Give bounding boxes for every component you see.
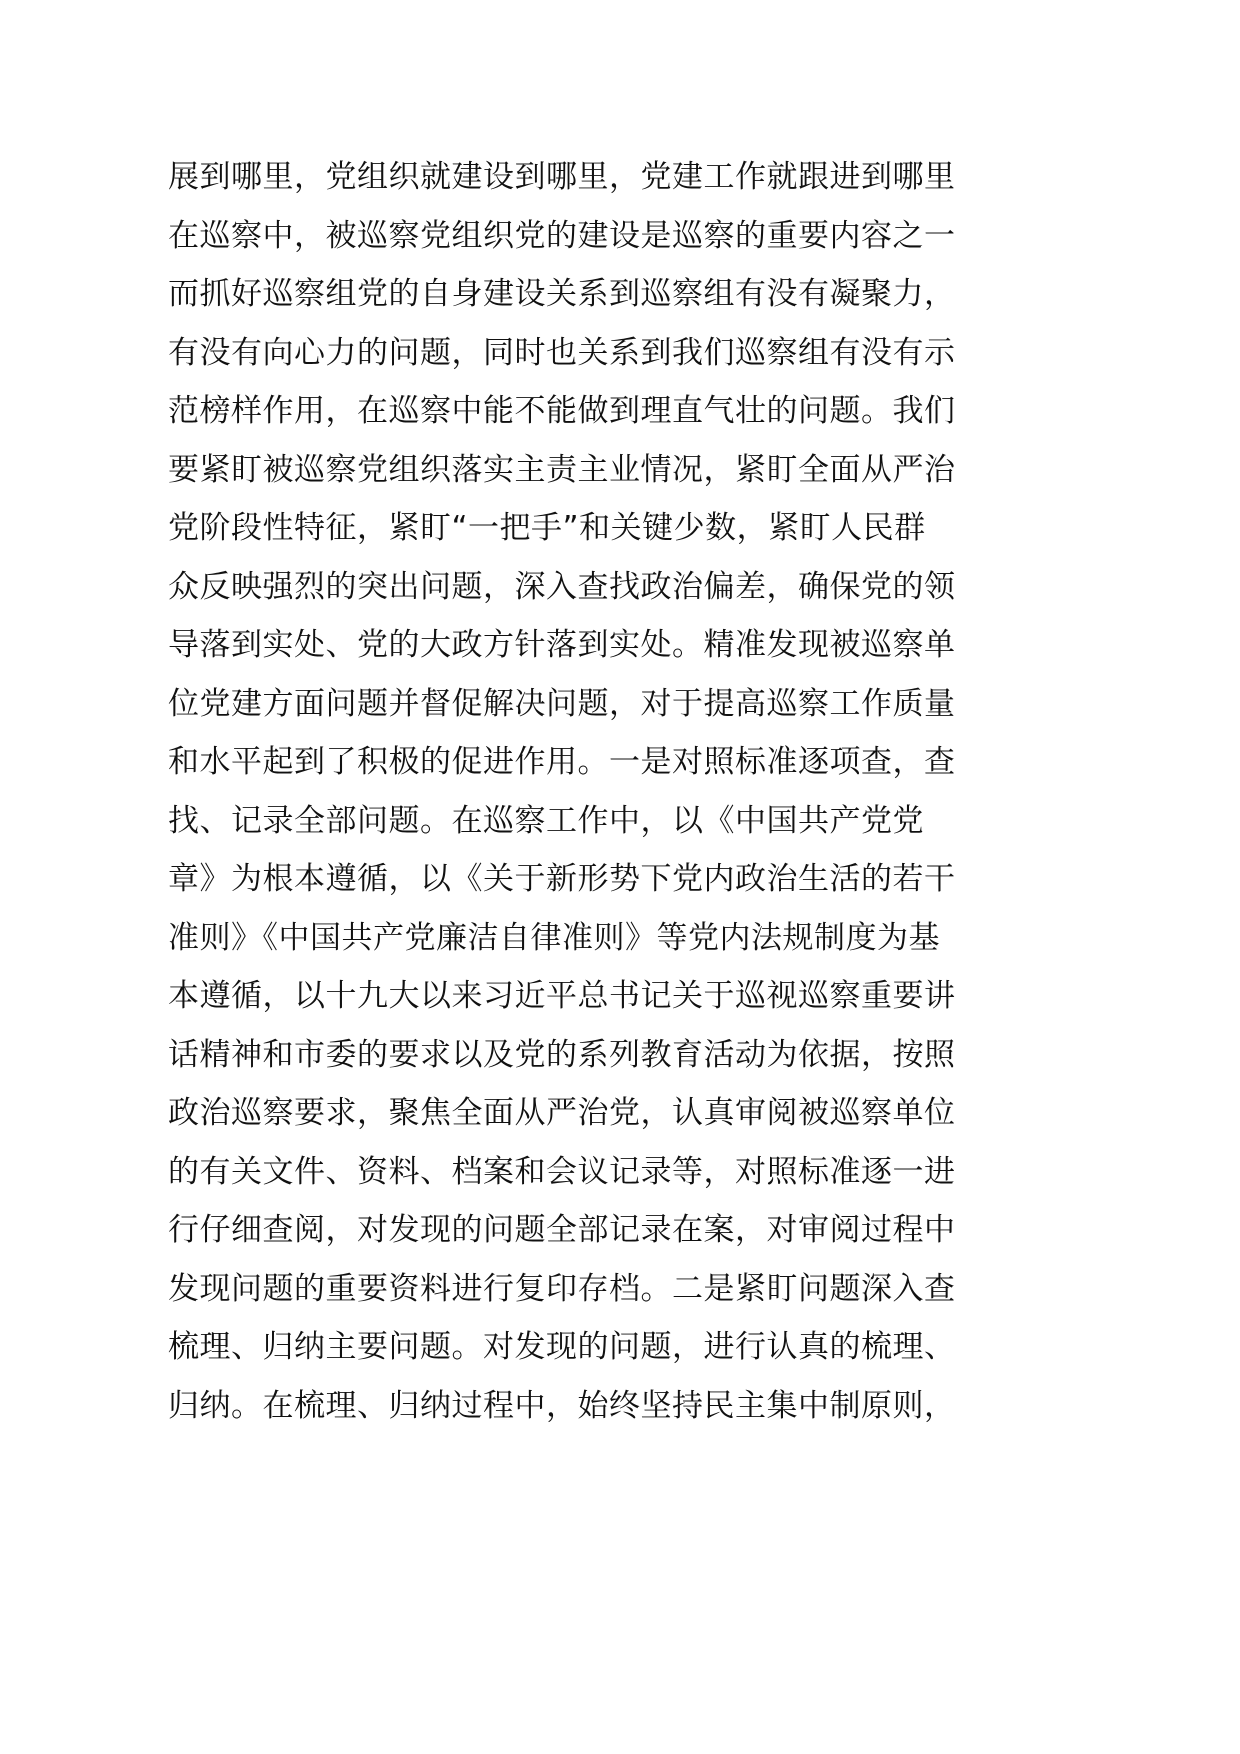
text-line: 找、记录全部问题。在巡察工作中，以《中国共产党党: [168, 802, 924, 839]
text-line: 范榜样作用，在巡察中能不能做到理直气壮的问题。我们: [168, 393, 956, 429]
text-line: 的有关文件、资料、档案和会议记录等，对照标准逐一进: [168, 1153, 956, 1190]
text-line: 位党建方面问题并督促解决问题，对于提高巡察工作质量: [168, 685, 956, 722]
text-line: 展到哪里，党组织就建设到哪里，党建工作就跟进到哪里: [168, 159, 956, 195]
text-line: 而抓好巡察组党的自身建设关系到巡察组有没有凝聚力，: [168, 276, 956, 312]
text-line: 党阶段性特征，紧盯“一把手”和关键少数，紧盯人民群: [168, 510, 926, 546]
text-line: 梳理、归纳主要问题。对发现的问题，进行认真的梳理、: [168, 1329, 956, 1365]
text-line: 行仔细查阅，对发现的问题全部记录在案，对审阅过程中: [168, 1212, 956, 1248]
text-line: 归纳。在梳理、归纳过程中，始终坚持民主集中制原则，: [168, 1387, 956, 1424]
text-line: 政治巡察要求，聚焦全面从严治党，认真审阅被巡察单位: [168, 1095, 956, 1131]
text-line: 发现问题的重要资料进行复印存档。二是紧盯问题深入查: [168, 1270, 956, 1307]
text-line: 话精神和市委的要求以及党的系列教育活动为依据，按照: [168, 1036, 956, 1073]
text-line: 本遵循，以十九大以来习近平总书记关于巡视巡察重要讲: [168, 978, 956, 1014]
text-line: 众反映强烈的突出问题，深入查找政治偏差，确保党的领: [168, 568, 956, 605]
text-line: 在巡察中，被巡察党组织党的建设是巡察的重要内容之一: [168, 217, 956, 254]
text-line: 导落到实处、党的大政方针落到实处。精准发现被巡察单: [168, 627, 956, 663]
text-line: 准则》《中国共产党廉洁自律准则》等党内法规制度为基: [168, 919, 940, 956]
body-text: [168, 148, 958, 1435]
text-line: 有没有向心力的问题，同时也关系到我们巡察组有没有示: [168, 334, 956, 371]
text-line: 章》为根本遵循，以《关于新形势下党内政治生活的若干: [168, 861, 956, 897]
text-line: 要紧盯被巡察党组织落实主责主业情况，紧盯全面从严治: [168, 451, 956, 488]
text-line: 和水平起到了积极的促进作用。一是对照标准逐项查，查: [168, 744, 956, 780]
